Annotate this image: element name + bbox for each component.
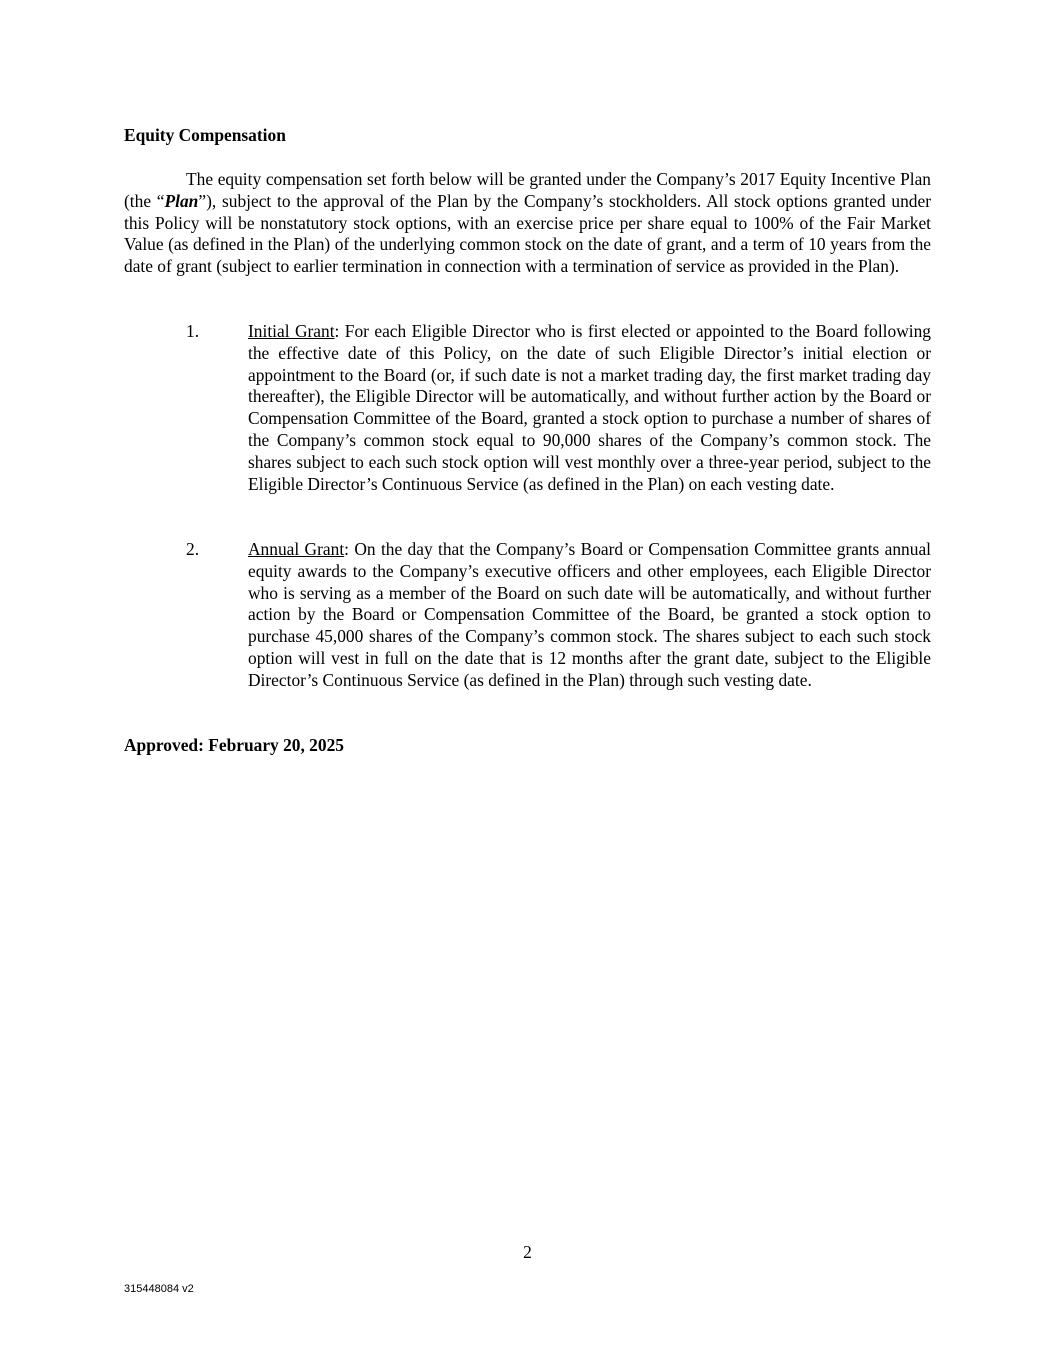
approval-date: Approved: February 20, 2025	[124, 735, 344, 755]
intro-paragraph	[124, 169, 931, 278]
defined-term-plan: Plan	[164, 190, 199, 211]
page-number: 2	[523, 1242, 532, 1262]
list-item-initial-grant	[124, 321, 931, 495]
list-item-annual-grant	[124, 539, 931, 692]
section-heading: Equity Compensation	[124, 125, 286, 145]
list-item-title: Annual Grant	[248, 539, 345, 559]
list-item-text: : For each Eligible Director who is first elected or appointed to the Board following the effective date of this Policy, on the date of such Eligible Director’s initial election or appointment to the Board (or, if such date is not a market trading day, the first market trading day thereafter), the Eligible Director will be automatically, and without further action by the Board or Compensation Committee of the Board, granted a stock option to purchase a number of shares of the Company’s common stock equal to 90,000 shares of the Company’s common stock. The shares subject to each such stock option will vest monthly over a three-year period, subject to the Eligible Director’s Continuous Service (as defined in the Plan) on each vesting date.	[248, 321, 931, 494]
list-item-body	[248, 539, 931, 692]
intro-text-end: ”), subject to the approval of the Plan by the Company’s stockholders. All stock options granted under this Policy will be nonstatutory stock options, with an exercise price per share equal to 100% of the Fair Market Value (as defined in the Plan) of the underlying common stock on the date of grant, and a term of 10 years from the date of grant (subject to earlier termination in connection with a termination of service as provided in the Plan).	[124, 190, 932, 277]
intro-text-start: The equity compensation set forth below will be granted under the Company’s 2017 Equity Incentive Plan (the “	[124, 169, 931, 211]
list-item-body	[248, 321, 931, 495]
list-item-number: 2.	[186, 539, 200, 559]
document-id: 315448084 v2	[124, 1283, 194, 1295]
list-item-number: 1.	[186, 321, 200, 341]
list-item-text: : On the day that the Company’s Board or Compensation Committee grants annual equity awards to the Company’s executive officers and other employees, each Eligible Director who is serving as a member of the Board on such date will be automatically, and without further action by the Board or Compensation Committee of the Board, be granted a stock option to purchase 45,000 shares of the Company’s common stock. The shares subject to each such stock option will vest in full on the date that is 12 months after the grant date, subject to the Eligible Director’s Continuous Service (as defined in the Plan) through such vesting date.	[248, 539, 931, 690]
list-item-title: Initial Grant	[248, 321, 335, 341]
